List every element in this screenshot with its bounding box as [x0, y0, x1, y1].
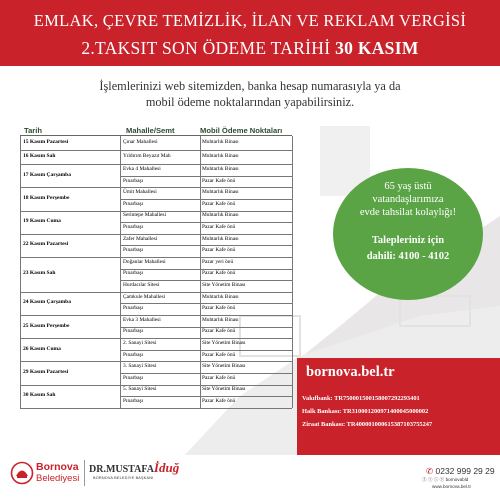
- row-odeme: Muhtarlık Binası: [202, 293, 239, 300]
- column-divider: [20, 136, 21, 408]
- social-handles: [422, 477, 468, 483]
- column-divider: [292, 136, 293, 408]
- logo-subname: Belediyesi: [36, 473, 80, 484]
- row-odeme: Pazar Kafe önü: [202, 200, 236, 207]
- row-mahalle: Çamkule Mahallesi: [123, 293, 166, 300]
- row-date: 30 Kasım Salı: [23, 392, 56, 399]
- row-date: 18 Kasım Perşembe: [23, 194, 70, 201]
- row-mahalle: 5. Sanayi Sitesi: [123, 386, 157, 393]
- intro-line-1: İşlemlerinizi web sitemizden, banka hesap numarasıyla ya da: [99, 79, 401, 93]
- row-odeme: Pazar Kafe önü: [202, 351, 236, 358]
- badge-line-3: evde tahsilat kolaylığı!: [359, 207, 457, 218]
- row-date: 17 Kasım Çarşamba: [23, 171, 71, 178]
- sub-row-divider: [120, 269, 292, 270]
- row-mahalle: Evka 4 Mahallesi: [123, 165, 161, 172]
- badge-message: [333, 180, 483, 219]
- row-odeme: Muhtarlık Binası: [202, 153, 239, 160]
- badge-line-1: 65 yaş üstü: [384, 181, 432, 192]
- sub-row-divider: [120, 373, 292, 374]
- row-mahalle: Yıldırım Beyazıt Mah: [123, 153, 171, 160]
- row-mahalle: Pınarbaşı: [123, 305, 144, 312]
- row-mahalle: Hurdacılar Sitesi: [123, 282, 160, 288]
- facebook-icon: ⓕ: [422, 477, 427, 482]
- row-mahalle: Pınarbaşı: [123, 328, 144, 335]
- sub-row-divider: [120, 303, 292, 304]
- row-date: 22 Kasım Pazartesi: [23, 241, 69, 248]
- row-mahalle: Pınarbaşı: [123, 351, 144, 358]
- row-odeme: Muhtarlık Binası: [202, 139, 239, 146]
- sub-row-divider: [120, 350, 292, 351]
- website-link[interactable]: bornova.bel.tr: [306, 364, 395, 380]
- row-date: 16 Kasım Salı: [23, 153, 56, 160]
- row-odeme: Pazar yeri önü: [202, 258, 234, 265]
- logo-name: Bornova: [36, 461, 79, 473]
- row-date: 29 Kasım Pazartesi: [23, 368, 69, 375]
- header-subtitle-prefix: 2.TAKSIT SON ÖDEME TARİHİ: [81, 38, 336, 58]
- bank-account-ziraat: Ziraat Bankası: TR400001000615387103755247: [302, 421, 433, 428]
- row-mahalle: Pınarbaşı: [123, 223, 144, 230]
- footer-divider: [84, 460, 85, 486]
- row-odeme: Site Yönetim Binası: [202, 363, 246, 370]
- instagram-icon: ⓘ: [433, 477, 439, 482]
- row-mahalle: 3. Sanayi Sitesi: [123, 363, 157, 370]
- sub-row-divider: [120, 199, 292, 200]
- bank-info-box: [297, 358, 500, 464]
- header-banner: [0, 0, 500, 66]
- schedule-grid: [20, 135, 292, 404]
- row-mahalle: Pınarbaşı: [123, 270, 144, 277]
- column-header-mahalle: Mahalle/Semt: [126, 126, 175, 135]
- row-odeme: Pazar Kafe önü: [202, 247, 236, 254]
- row-mahalle: Çınar Mahallesi: [123, 139, 158, 146]
- row-odeme: Pazar Kafe önü: [202, 223, 236, 230]
- table-row: [20, 385, 292, 408]
- signature-script: İduğ: [153, 460, 180, 475]
- row-mahalle: Ümit Mahallesi: [123, 189, 157, 196]
- badge-line-4: Talepleriniz için: [371, 235, 445, 246]
- header-title: EMLAK, ÇEVRE TEMİZLİK, İLAN VE REKLAM VERGİSİ: [33, 11, 467, 30]
- table-row: [20, 361, 292, 384]
- row-odeme: Site Yönetim Binası: [202, 339, 246, 346]
- bank-account-vakifbank: Vakıfbank: TR750001500158007292293401: [302, 395, 420, 402]
- row-mahalle: Serintepe Mahallesi: [123, 212, 166, 219]
- table-row: [20, 292, 292, 315]
- row-odeme: Pazar Kafe önü: [202, 397, 236, 404]
- mayor-title: BORNOVA BELEDİYE BAŞKANI: [93, 476, 154, 480]
- row-mahalle: Pınarbaşı: [123, 247, 144, 254]
- column-divider: [120, 136, 121, 408]
- table-row: [20, 211, 292, 234]
- row-mahalle: Pınarbaşı: [123, 374, 144, 381]
- social-handle-text: bornovabld: [445, 477, 469, 482]
- badge-line-2: vatandaşlarımıza: [372, 194, 444, 205]
- table-row: [20, 187, 292, 210]
- mayor-signature: [89, 460, 179, 476]
- sub-row-divider: [120, 280, 292, 281]
- row-odeme: Pazar Kafe önü: [202, 374, 236, 381]
- row-mahalle: Pınarbaşı: [123, 200, 144, 207]
- table-row: [20, 338, 292, 361]
- row-divider: [20, 408, 292, 409]
- header-subtitle: [0, 38, 500, 59]
- phone-icon: ✆: [426, 466, 434, 476]
- signature-name: MUSTAFA: [105, 464, 154, 475]
- sub-row-divider: [120, 396, 292, 397]
- row-odeme: Muhtarlık Binası: [202, 165, 239, 172]
- row-mahalle: Evka 3 Mahallesi: [123, 316, 161, 323]
- intro-line-2: mobil ödeme noktalarından yapabilirsiniz.: [145, 95, 355, 109]
- row-odeme: Site Yönetim Binası: [202, 386, 246, 393]
- bornova-logo-icon: [10, 461, 34, 485]
- table-row: [20, 136, 292, 150]
- row-mahalle: Pınarbaşı: [123, 397, 144, 404]
- table-row: [20, 234, 292, 257]
- sub-row-divider: [120, 222, 292, 223]
- row-mahalle: Pınarbaşı: [123, 177, 144, 184]
- column-header-odeme: Mobil Ödeme Noktaları: [200, 126, 283, 135]
- row-odeme: Muhtarlık Binası: [202, 212, 239, 219]
- table-row: [20, 150, 292, 164]
- row-odeme: Pazar Kafe önü: [202, 305, 236, 312]
- row-odeme: Muhtarlık Binası: [202, 189, 239, 196]
- row-odeme: Pazar Kafe önü: [202, 328, 236, 335]
- sub-row-divider: [120, 245, 292, 246]
- row-mahalle: Doğanlar Mahallesi: [123, 258, 166, 265]
- row-odeme: Pazar Kafe önü: [202, 177, 236, 184]
- row-date: 25 Kasım Perşembe: [23, 322, 70, 329]
- elderly-service-badge: [333, 168, 483, 300]
- signature-prefix: DR.: [89, 464, 106, 475]
- row-mahalle: 2. Sanayi Sitesi: [123, 339, 157, 346]
- sub-row-divider: [120, 176, 292, 177]
- intro-text: [60, 78, 440, 110]
- row-date: 26 Kasım Cuma: [23, 345, 61, 352]
- row-odeme: Site Yönetim Binası: [202, 282, 246, 288]
- bank-account-halkbank: Halk Bankası: TR310001200971400045000002: [302, 408, 429, 415]
- sub-row-divider: [120, 327, 292, 328]
- table-row: [20, 315, 292, 338]
- phone-number: [426, 466, 495, 477]
- footer-website[interactable]: www.bornova.bel.tr: [432, 484, 472, 489]
- table-row: [20, 164, 292, 187]
- twitter-icon: ⓣ: [427, 477, 433, 482]
- row-date: 19 Kasım Cuma: [23, 218, 61, 225]
- badge-contact: [333, 233, 483, 265]
- header-subtitle-date: 30 KASIM: [335, 38, 419, 58]
- table-row: [20, 257, 292, 292]
- column-header-date: Tarih: [24, 126, 43, 135]
- row-date: 15 Kasım Pazartesi: [23, 139, 69, 146]
- row-date: 23 Kasım Salı: [23, 270, 56, 277]
- column-divider: [200, 136, 201, 408]
- row-odeme: Pazar Kafe önü: [202, 270, 236, 277]
- badge-line-5: dahili: 4100 - 4102: [366, 251, 450, 262]
- row-odeme: Muhtarlık Binası: [202, 316, 239, 323]
- row-mahalle: Zafer Mahallesi: [123, 235, 158, 242]
- row-date: 24 Kasım Çarşamba: [23, 299, 71, 306]
- phone-text: 0232 999 29 29: [435, 466, 495, 476]
- row-odeme: Muhtarlık Binası: [202, 235, 239, 242]
- youtube-icon: ⓨ: [439, 477, 445, 482]
